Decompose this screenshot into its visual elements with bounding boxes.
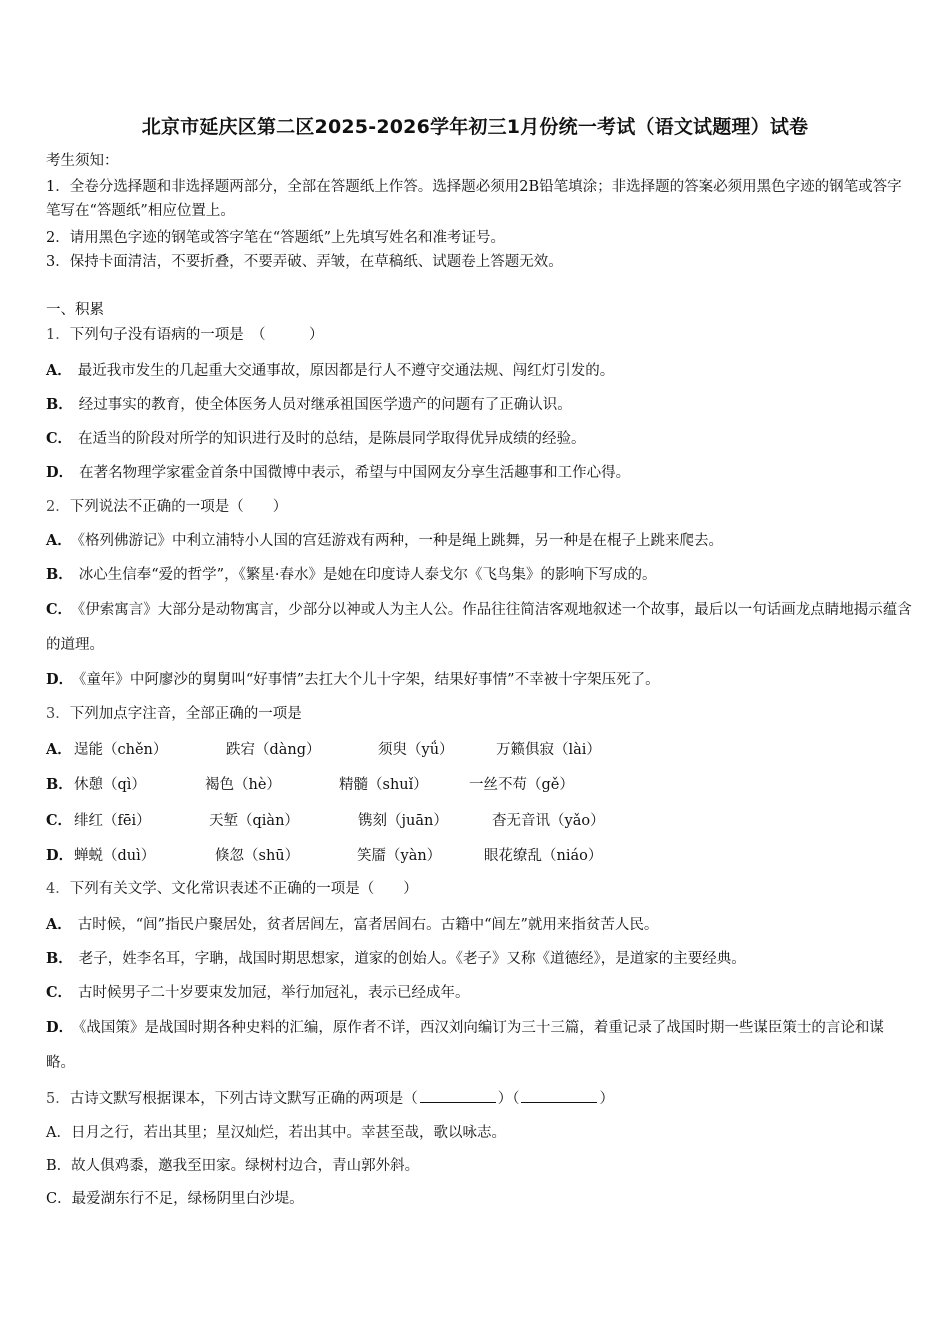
option-text: 冰心生信奉“爱的哲学”，《繁星·春水》是她在印度诗人泰戈尔《飞鸟集》的影响下写成的。	[78, 567, 657, 583]
option-label: B．	[46, 776, 73, 793]
notice-heading: 考生须知：	[46, 153, 119, 169]
option-text: 《伊索寓言》大部分是动物寓言，少部分以神或人为主人公。作品往往简洁客观地叙述一个故事，最后以一句话画龙点睛地揭示蕴含的道理。	[46, 602, 912, 653]
q5-option-b	[46, 1156, 419, 1176]
option-item: 休憩（qì）	[74, 777, 146, 793]
option-item: 绯红（fēi）	[74, 813, 151, 829]
notice-item-1: 1．全卷分选择题和非选择题两部分，全部在答题纸上作答。选择题必须用2B铅笔填涂；非选择题的答案必须用黑色字迹的钢笔或答字笔写在“答题纸”相应位置上。	[46, 179, 902, 219]
q3-option-b	[46, 773, 746, 795]
question-number: 5．	[46, 1091, 70, 1107]
option-item: 天堑（qiàn）	[209, 813, 299, 829]
q2-option-d	[46, 670, 660, 690]
q2-option-b	[46, 565, 656, 585]
option-label: B．	[46, 396, 73, 413]
option-label: C．	[46, 812, 73, 829]
option-text: 《童年》中阿廖沙的舅舅叫“好事情”去扛大个儿十字架，结果好事情”不幸被十字架压死了。	[79, 672, 660, 688]
question-3-stem	[46, 704, 302, 724]
option-label: D．	[46, 464, 74, 481]
page-title: 北京市延庆区第二区2025-2026学年初三1月份统一考试（语文试题理）试卷	[141, 116, 809, 138]
question-text: 下列句子没有语病的一项是 （ ）	[69, 327, 324, 343]
option-label: A．	[46, 916, 72, 933]
q4-option-c	[46, 983, 470, 1003]
option-item: 万籁俱寂（lài）	[496, 742, 601, 758]
question-number: 3．	[46, 706, 70, 722]
question-number: 4．	[46, 881, 70, 897]
option-item: 须臾（yǘ）	[378, 742, 454, 758]
option-text: 古时候男子二十岁要束发加冠，举行加冠礼，表示已经成年。	[78, 985, 470, 1001]
option-label: D．	[46, 847, 74, 864]
option-label: B．	[46, 1158, 72, 1174]
option-item: 倏忽（shū）	[215, 848, 300, 864]
q1-option-d	[46, 463, 630, 483]
option-text: 古时候，“闾”指民户聚居处，贫者居闾左，富者居闾右。古籍中“闾左”就用来指贫苦人民。	[77, 917, 659, 933]
option-text: 在适当的阶段对所学的知识进行及时的总结，是陈晨同学取得优异成绩的经验。	[78, 431, 586, 447]
question-text: 下列加点字注音，全部正确的一项是	[69, 706, 302, 722]
option-label: C．	[46, 601, 73, 618]
q5-option-c	[46, 1189, 304, 1209]
option-text: 经过事实的教育，使全体医务人员对继承祖国医学遗产的问题有了正确认识。	[78, 397, 572, 413]
option-item: 笑靥（yàn）	[357, 848, 442, 864]
option-label: C．	[46, 984, 73, 1001]
option-text: 故人俱鸡黍，邀我至田家。绿树村边合，青山郭外斜。	[71, 1158, 420, 1174]
option-text: 在著名物理学家霍金首条中国微博中表示，希望与中国网友分享生活趣事和工作心得。	[79, 465, 631, 481]
option-label: A．	[46, 741, 72, 758]
question-1-stem	[46, 325, 323, 345]
q4-option-b	[46, 949, 746, 969]
question-number: 1．	[46, 327, 70, 343]
q3-option-a	[46, 738, 746, 760]
option-item: 跌宕（dàng）	[226, 742, 321, 758]
notice-item-3: 3．保持卡面清洁，不要折叠，不要弄破、弄皱，在草稿纸、试题卷上答题无效。	[46, 254, 563, 270]
question-text: ）（	[497, 1091, 520, 1107]
q1-option-c	[46, 429, 586, 449]
option-text: 老子，姓李名耳，字聃，战国时期思想家，道家的创始人。《老子》又称《道德经》，是道家的主要经典。	[78, 951, 746, 967]
q3-option-c	[46, 809, 746, 831]
option-item: 眼花缭乱（niáo）	[484, 848, 603, 864]
notice-item-2: 2．请用黑色字迹的钢笔或答字笔在“答题纸”上先填写姓名和准考证号。	[46, 230, 506, 246]
option-item: 褐色（hè）	[205, 777, 281, 793]
question-text: 下列有关文学、文化常识表述不正确的一项是（ ）	[69, 881, 418, 897]
question-text: 下列说法不正确的一项是（ ）	[69, 499, 288, 515]
q1-option-a	[46, 361, 614, 381]
question-2-stem	[46, 497, 287, 517]
q4-option-d	[46, 1010, 912, 1081]
option-label: B．	[46, 950, 73, 967]
question-5-stem	[46, 1088, 614, 1109]
q1-option-b	[46, 395, 572, 415]
option-label: D．	[46, 671, 74, 688]
question-4-stem	[46, 879, 418, 899]
q2-option-a	[46, 531, 723, 551]
option-item: 杳无音讯（yǎo）	[492, 813, 605, 829]
option-label: A．	[46, 532, 72, 549]
answer-blank-1[interactable]	[420, 1088, 496, 1103]
q2-option-c	[46, 592, 912, 663]
q4-option-a	[46, 915, 658, 935]
option-label: A．	[46, 1125, 71, 1141]
option-text: 最爱湖东行不足，绿杨阴里白沙堤。	[71, 1191, 304, 1207]
q3-option-d	[46, 844, 746, 866]
option-item: 蝉蜕（duì）	[74, 848, 156, 864]
option-text: 《战国策》是战国时期各种史料的汇编，原作者不详，西汉刘向编订为三十三篇，着重记录了战国时期一些谋臣策士的言论和谋略。	[46, 1020, 884, 1071]
option-item: 镌刻（juān）	[358, 813, 448, 829]
option-label: C．	[46, 1191, 72, 1207]
option-label: C．	[46, 430, 73, 447]
q5-option-a	[46, 1123, 506, 1143]
option-item: 逞能（chěn）	[74, 742, 168, 758]
section-heading: 一、积累	[46, 302, 104, 318]
option-item: 精髓（shuǐ）	[339, 777, 428, 793]
option-label: D．	[46, 1019, 74, 1036]
question-text: ）	[599, 1091, 614, 1107]
option-text: 最近我市发生的几起重大交通事故，原因都是行人不遵守交通法规、闯红灯引发的。	[77, 363, 615, 379]
option-label: B．	[46, 566, 73, 583]
option-item: 一丝不苟（gě）	[469, 777, 574, 793]
question-number: 2．	[46, 499, 70, 515]
question-text: 古诗文默写根据课本，下列古诗文默写正确的两项是（	[69, 1091, 418, 1107]
answer-blank-2[interactable]	[521, 1088, 597, 1103]
option-label: A．	[46, 362, 72, 379]
option-text: 《格列佛游记》中利立浦特小人国的宫廷游戏有两种，一种是绳上跳舞，另一种是在棍子上跳来爬去。	[77, 533, 724, 549]
option-text: 日月之行，若出其里；星汉灿烂，若出其中。幸甚至哉，歌以咏志。	[70, 1125, 506, 1141]
